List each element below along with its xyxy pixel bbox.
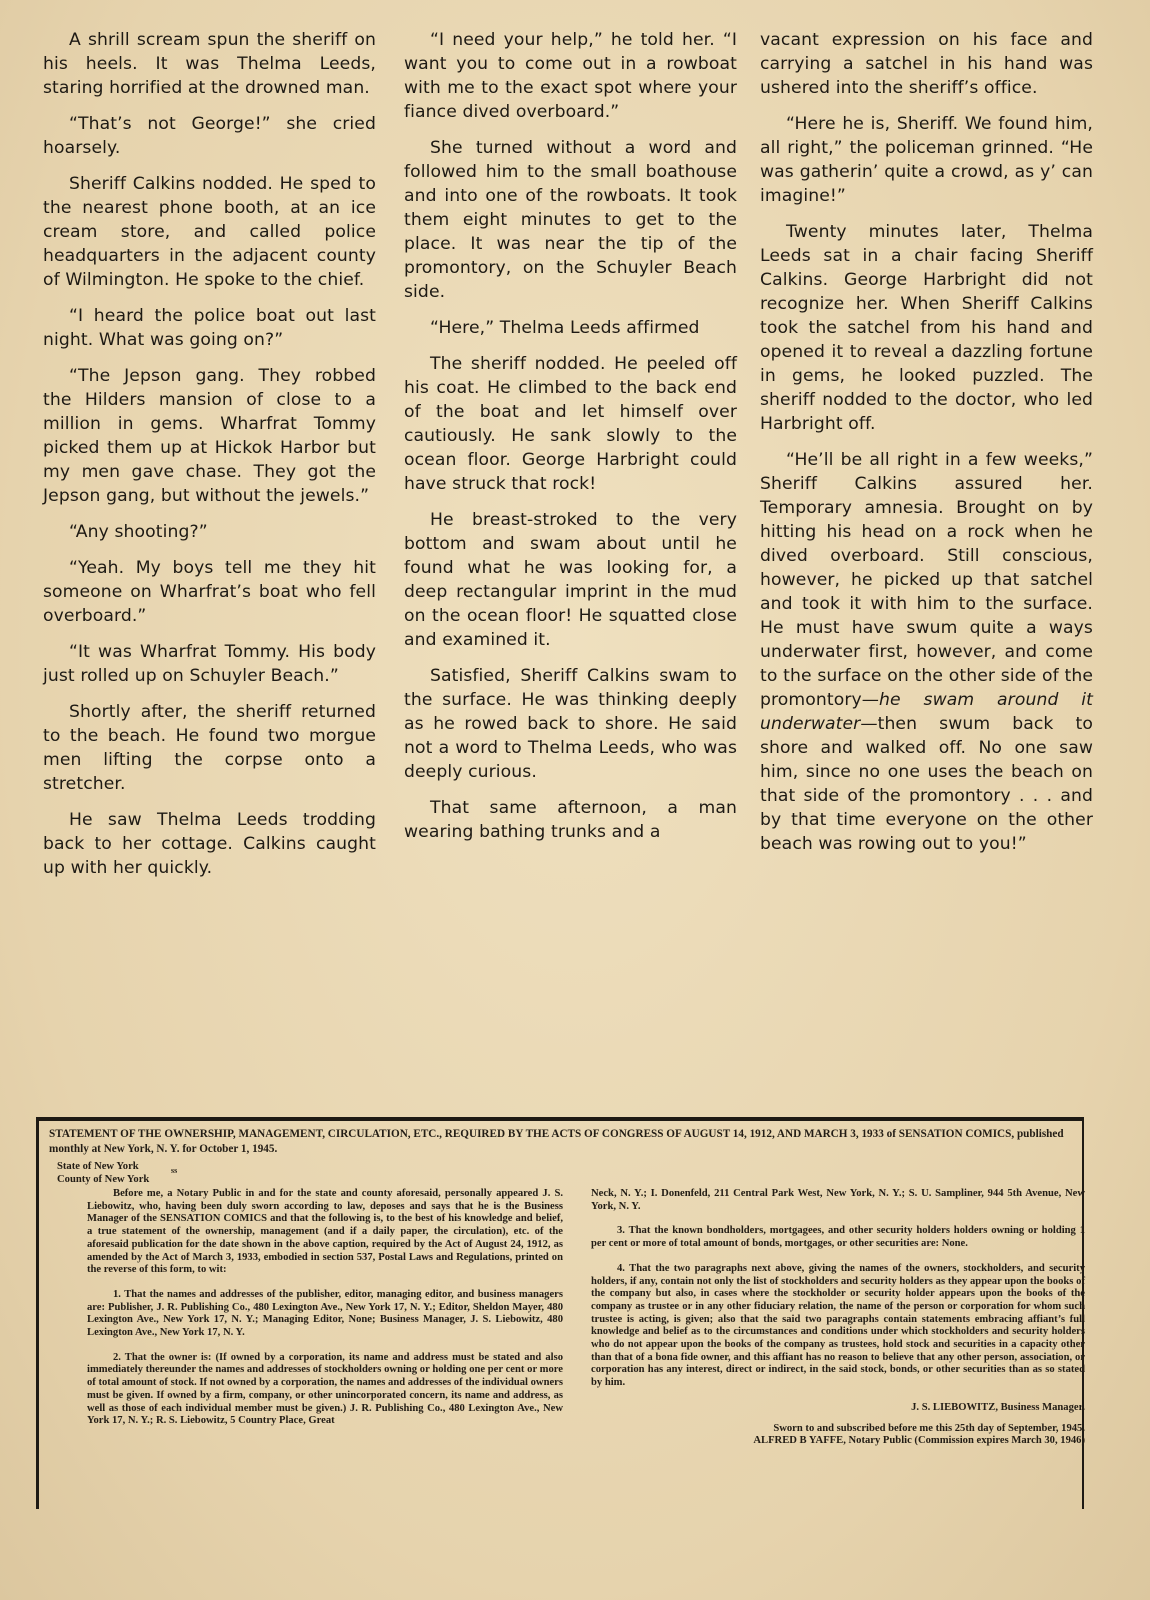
story-final-paragraph [760, 448, 1093, 856]
story-column-1 [43, 28, 376, 892]
story-paragraph: A shrill scream spun the sheriff on his heels. It was Thelma Leeds, staring horrified at the drowned man. [43, 30, 376, 98]
story-paragraph: Sheriff Calkins nodded. He sped to the nearest phone booth, at an ice cream store, and called police headquarters in the adjacent county of Wilmington. He spoke to the chief. [43, 174, 376, 290]
story-column-2 [404, 28, 737, 856]
statement-paragraph: 1. That the names and addresses of the publisher, editor, managing editor, and business managers are: Publisher, J. R. Publishing Co., 480 Lexington Ave., New York 17, N. Y.; Editor, Sheldon Mayer, 480 Lexington Ave., New York 17, N. Y.; Managing Editor, None; Business Manager, J. S. Liebowitz, 480 Lexington Ave., New York 17, N. Y. [87, 1288, 563, 1339]
statement-paragraph: 3. That the known bondholders, mortgagees, and other security holders holders owning or holding 1 per cent or more of total amount of bonds, mortgages, or other securities are: None. [591, 1225, 1085, 1250]
story-paragraph: “Here,” Thelma Leeds affirmed [430, 318, 700, 338]
ownership-statement-box [36, 1117, 1084, 1509]
story-paragraph: She turned without a word and followed him to the small boathouse and into one of the rowboats. It took them eight minutes to get to the place. It was near the tip of the promontory, on the Schuyler Beach side. [404, 138, 737, 302]
ss-mark: ss [171, 1166, 178, 1175]
state-line: State of New York [57, 1161, 139, 1172]
statement-paragraph: 4. That the two paragraphs next above, giving the names of the owners, stockholders, and security holders, if any, contain not only the list of stockholders and security holders as they appear upon the books of the company but also, in cases where the stockholder or security holder appears upon the books of the company as trustee or in any other fiduciary relation, the name of the person or corporation for whom such trustee is acting, is given; also that the said two paragraphs contain statements embracing affiant’s full knowledge and belief as to the circumstances and conditions under which stockholders and security holders who do not appear upon the books of the company as trustees, hold stock and securities in a capacity other than that of a bona fide owner, and this affiant has no reason to believe that any other person, association, or corporation has any interest, direct or indirect, in the said stock, bonds, or other securities than as so stated by him. [591, 1262, 1085, 1389]
story-paragraph: “The Jepson gang. They robbed the Hilders mansion of close to a million in gems. Wharfrat Tommy picked them up at Hickok Harbor but my men gave chase. They got the Jepson gang, but without the jewels.” [43, 366, 376, 506]
story-paragraph: “I need your help,” he told her. “I want you to come out in a rowboat with me to the exact spot where your fiance dived overboard.” [404, 30, 737, 122]
story-paragraph: “Any shooting?” [69, 522, 208, 542]
story-paragraph: The sheriff nodded. He peeled off his coat. He climbed to the back end of the boat and let himself over cautiously. He sank slowly to the ocean floor. George Harbright could have struck that rock! [404, 354, 737, 494]
final-text-italic: he swam around it underwater [760, 690, 1093, 734]
statement-paragraph: Before me, a Notary Public in and for the state and county aforesaid, personally appeared J. S. Liebowitz, who, having been duly sworn according to law, deposes and says that he is the Business Manager of the SENSATION COMICS and that the following is, to the best of his knowledge and belief, a true statement of the ownership, management (and if a daily paper, the circulation), etc. of the aforesaid publication for the date shown in the above caption, required by the Act of August 24, 1912, as amended by the Act of March 3, 1933, embodied in section 537, Postal Laws and Regulations, printed on the reverse of this form, to wit: [87, 1188, 563, 1276]
story-paragraph: “Here he is, Sheriff. We found him, all right,” the policeman grinned. “He was gatherin’ quite a crowd, as y’ can imagine!” [760, 114, 1093, 206]
sworn-line: Sworn to and subscribed before me this 25th day of September, 1945. [773, 1422, 1085, 1434]
notary-line: ALFRED B YAFFE, Notary Public (Commission expires March 30, 1946) [753, 1435, 1085, 1447]
final-text-before: “He’ll be all right in a few weeks,” Sheriff Calkins assured her. Temporary amnesia. Brought on by hitting his head on a rock when he dived overboard. Still conscious, however, he picked up that satchel and took it with him to the surface. He must have swum quite a ways underwater first, however, and come to the surface on the other side of the promontory— [760, 450, 1093, 710]
story-paragraph: “It was Wharfrat Tommy. His body just rolled up on Schuyler Beach.” [43, 642, 376, 686]
statement-paragraph: 2. That the owner is: (If owned by a corporation, its name and address must be stated and also immediately thereunder the names and addresses of stockholders owning or holding one per cent or more of total amount of stock. If not owned by a corporation, the names and addresses of the individual owners must be given. If owned by a firm, company, or other unincorporated concern, its name and address, as well as those of each individual member must be given.) J. R. Publishing Co., 480 Lexington Ave., New York 17, N. Y.; R. S. Liebowitz, 5 Country Place, Great [87, 1351, 563, 1427]
county-line: County of New York [57, 1173, 150, 1185]
story-paragraph: He breast-stroked to the very bottom and swam about until he found what he was looking for, a deep rectangular imprint in the mud on the ocean floor! He squatted close and examined it. [404, 510, 737, 650]
signature: J. S. LIEBOWITZ, Business Manager. [911, 1401, 1085, 1413]
story-paragraph: “That’s not George!” she cried hoarsely. [43, 114, 376, 158]
story-paragraph: Satisfied, Sheriff Calkins swam to the surface. He was thinking deeply as he rowed back to shore. He said not a word to Thelma Leeds, who was deeply curious. [404, 666, 737, 782]
story-paragraph: vacant expression on his face and carrying a satchel in his hand was ushered into the sheriff’s office. [760, 30, 1093, 98]
statement-right-column [591, 1188, 1085, 1448]
statement-heading: STATEMENT OF THE OWNERSHIP, MANAGEMENT, CIRCULATION, ETC., REQUIRED BY THE ACTS OF CONGRESS OF AUGUST 14, 1912, AND MARCH 3, 1933 of SENSATION COMICS, published monthly at New York, N. Y. for October 1, 1945. [49, 1128, 1064, 1155]
final-text-after: —then swum back to shore and walked off. No one saw him, since no one uses the beach on that side of the promontory . . . and by that time everyone on the other beach was rowing out to you!” [760, 714, 1093, 854]
statement-left-column [87, 1188, 563, 1440]
story-paragraph: Twenty minutes later, Thelma Leeds sat in a chair facing Sheriff Calkins. George Harbright did not recognize her. When Sheriff Calkins took the satchel from his hand and opened it to reveal a dazzling fortune in gems, he looked puzzled. The sheriff nodded to the doctor, who led Harbright off. [760, 222, 1093, 434]
story-paragraph: That same afternoon, a man wearing bathing trunks and a [404, 798, 737, 842]
story-column-3 [760, 28, 1093, 868]
venue [57, 1161, 149, 1186]
statement-paragraph: Neck, N. Y.; I. Donenfeld, 211 Central Park West, New York, N. Y.; S. U. Sampliner, 944 5th Avenue, New York, N. Y. [591, 1188, 1085, 1212]
story-paragraph: He saw Thelma Leeds trodding back to her cottage. Calkins caught up with her quickly. [43, 810, 376, 878]
story-paragraph: “Yeah. My boys tell me they hit someone on Wharfrat’s boat who fell overboard.” [43, 558, 376, 626]
story-paragraph: “I heard the police boat out last night. What was going on?” [43, 306, 376, 350]
story-paragraph: Shortly after, the sheriff returned to the beach. He found two morgue men lifting the corpse onto a stretcher. [43, 702, 376, 794]
